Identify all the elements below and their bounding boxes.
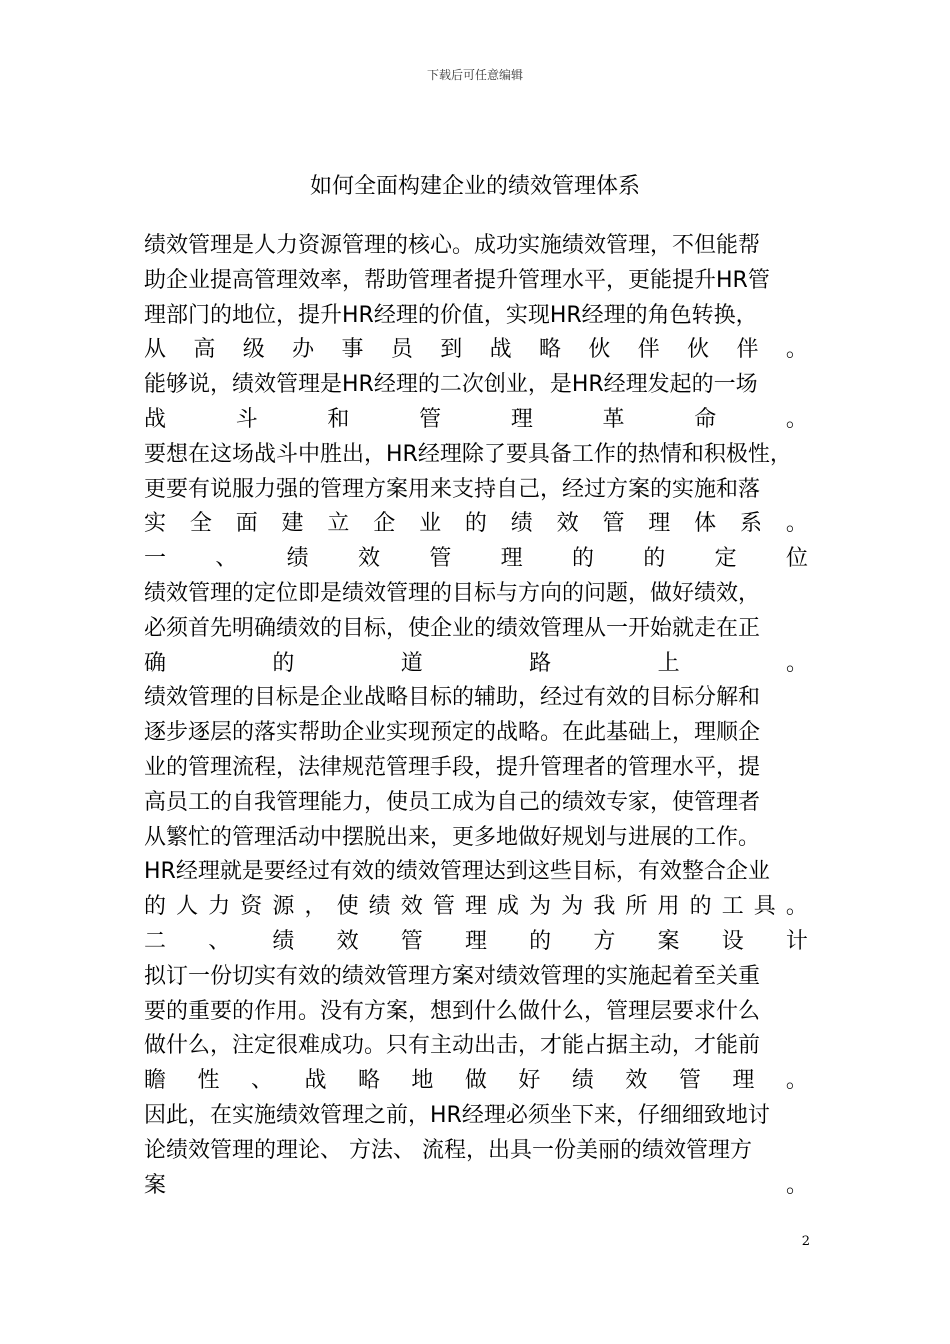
- page-number: 2: [801, 1234, 810, 1249]
- body-line: 论绩效管理的理论、 方法、 流程，出具一份美丽的绩效管理方: [144, 1137, 752, 1163]
- body-line: 更要有说服力强的管理方案用来支持自己，经过方案的实施和落: [144, 476, 761, 502]
- body-line: 做什么，注定很难成功。只有主动出击，才能占据主动，才能前: [144, 1033, 761, 1059]
- body-line: 瞻 性 、 战 略 地 做 好 绩 效 管 理 。: [144, 1068, 808, 1094]
- body-line: 从 高 级 办 事 员 到 战 略 伙 伴 伙 伴 。: [144, 337, 808, 363]
- body-line: 的 人 力 资 源 ， 使 绩 效 管 理 成 为 为 我 所 用 的 工 具 。: [144, 894, 808, 920]
- body-line: 能够说，绩效管理是HR经理的二次创业，是HR经理发起的一场: [144, 372, 758, 398]
- body-line: 绩效管理的目标是企业战略目标的辅助，经过有效的目标分解和: [144, 685, 761, 711]
- page-header: 下载后可任意编辑: [426, 68, 523, 82]
- body-line: 确 的 道 路 上 。: [144, 650, 808, 676]
- body-line: 要的重要的作用。没有方案，想到什么做什么，管理层要求什么: [144, 998, 761, 1024]
- body-line: 绩效管理的定位即是绩效管理的目标与方向的问题，做好绩效，: [144, 580, 761, 606]
- body-line: 因此，在实施绩效管理之前，HR经理必须坐下来，仔细细致地讨: [144, 1102, 770, 1128]
- document-body: [144, 229, 808, 1203]
- body-line: 助企业提高管理效率，帮助管理者提升管理水平，更能提升HR管: [144, 267, 770, 293]
- body-line: 从繁忙的管理活动中摆脱出来，更多地做好规划与进展的工作。: [144, 824, 761, 850]
- body-line: 要想在这场战斗中胜出，HR经理除了要具备工作的热情和积极性，: [144, 441, 792, 467]
- body-line: 理部门的地位，提升HR经理的价值，实现HR经理的角色转换，: [144, 302, 758, 328]
- body-line: 二 、 绩 效 管 理 的 方 案 设 计: [144, 928, 808, 954]
- body-line: 逐步逐层的落实帮助企业实现预定的战略。在此基础上，理顺企: [144, 720, 761, 746]
- body-line: 拟订一份切实有效的绩效管理方案对绩效管理的实施起着至关重: [144, 963, 761, 989]
- body-line: 实 全 面 建 立 企 业 的 绩 效 管 理 体 系 。: [144, 511, 808, 537]
- body-line: 绩效管理是人力资源管理的核心。成功实施绩效管理，不但能帮: [144, 233, 761, 258]
- body-line: 战 斗 和 管 理 革 命 。: [144, 406, 808, 432]
- body-line: HR经理就是要经过有效的绩效管理达到这些目标，有效整合企业: [144, 859, 770, 885]
- body-line: 一 、 绩 效 管 理 的 的 定 位: [144, 546, 808, 572]
- body-line: 必须首先明确绩效的目标，使企业的绩效管理从一开始就走在正: [144, 615, 761, 641]
- body-line: 案 。: [144, 1172, 808, 1198]
- body-line: 高员工的自我管理能力，使员工成为自己的绩效专家，使管理者: [144, 789, 761, 815]
- document-title: 如何全面构建企业的绩效管理体系: [309, 174, 640, 199]
- body-line: 业的管理流程，法律规范管理手段，提升管理者的管理水平，提: [144, 754, 761, 780]
